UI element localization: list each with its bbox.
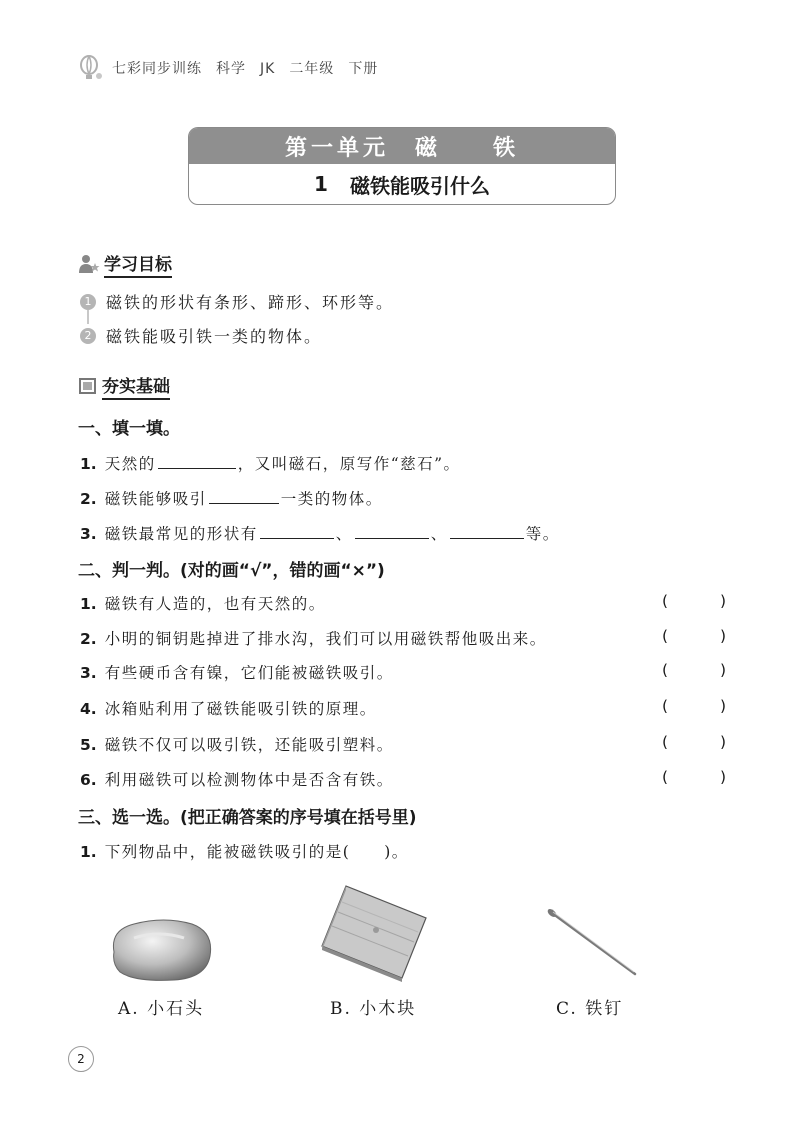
paren-close: ) bbox=[719, 733, 726, 751]
subject: 科学 bbox=[216, 61, 246, 77]
paren-open: ( bbox=[662, 733, 669, 751]
question-number: 6. bbox=[80, 771, 97, 789]
judge-question bbox=[80, 627, 547, 649]
fill-question bbox=[80, 452, 461, 474]
answer-parens[interactable] bbox=[662, 661, 726, 679]
question-text: 一类的物体。 bbox=[280, 490, 383, 508]
goal-number-badge: 2 bbox=[80, 328, 96, 344]
choose-heading: 三、选一选。(把正确答案的序号填在括号里) bbox=[78, 808, 417, 828]
option-b[interactable]: B. 小木块 bbox=[330, 999, 417, 1019]
fill-question bbox=[80, 487, 383, 509]
question-text: 天然的 bbox=[104, 455, 156, 473]
separator: 、 bbox=[430, 525, 448, 543]
answer-parens[interactable] bbox=[662, 768, 726, 786]
goal-item bbox=[80, 290, 394, 313]
judge-question bbox=[80, 661, 394, 683]
option-a[interactable]: A. 小石头 bbox=[118, 999, 205, 1019]
option-c[interactable]: C. 铁钉 bbox=[556, 999, 624, 1019]
judge-question bbox=[80, 592, 326, 614]
edition: JK bbox=[260, 61, 276, 77]
goal-text: 磁铁的形状有条形、蹄形、环形等。 bbox=[106, 293, 395, 312]
question-text: 等。 bbox=[525, 525, 560, 543]
lesson-number: 1 bbox=[314, 172, 328, 196]
answer-blank[interactable] bbox=[355, 524, 429, 539]
stone-image bbox=[104, 912, 216, 984]
basics-heading-label: 夯实基础 bbox=[102, 372, 170, 400]
paren-close: ) bbox=[719, 697, 726, 715]
question-number: 3. bbox=[80, 664, 97, 682]
unit-title: 第一单元 磁 铁 bbox=[189, 128, 615, 164]
question-text: ，又叫磁石，原写作“慈石”。 bbox=[237, 455, 461, 473]
lesson-title-row bbox=[189, 164, 615, 204]
question-number: 1. bbox=[80, 595, 97, 613]
header-text bbox=[112, 58, 392, 78]
goal-text: 磁铁能吸引铁一类的物体。 bbox=[106, 327, 323, 346]
answer-parens[interactable] bbox=[662, 697, 726, 715]
question-text: 下列物品中，能被磁铁吸引的是( )。 bbox=[104, 843, 409, 861]
paren-open: ( bbox=[662, 661, 669, 679]
question-number: 2. bbox=[80, 630, 97, 648]
judge-question bbox=[80, 697, 377, 719]
paren-open: ( bbox=[662, 592, 669, 610]
answer-blank[interactable] bbox=[260, 524, 334, 539]
page-number: 2 bbox=[68, 1046, 94, 1072]
paren-open: ( bbox=[662, 768, 669, 786]
question-number: 5. bbox=[80, 736, 97, 754]
answer-parens[interactable] bbox=[662, 733, 726, 751]
answer-blank[interactable] bbox=[450, 524, 524, 539]
book-icon bbox=[78, 376, 98, 396]
volume: 下册 bbox=[348, 61, 379, 77]
answer-parens[interactable] bbox=[662, 592, 726, 610]
judge-question bbox=[80, 768, 394, 790]
question-text: 利用磁铁可以检测物体中是否含有铁。 bbox=[104, 771, 394, 789]
question-text: 磁铁有人造的，也有天然的。 bbox=[104, 595, 326, 613]
question-number: 1. bbox=[80, 843, 97, 861]
paren-open: ( bbox=[662, 697, 669, 715]
question-number: 1. bbox=[80, 455, 97, 473]
iron-nail-image bbox=[542, 904, 642, 980]
series-name: 七彩同步训练 bbox=[112, 61, 202, 77]
basics-heading bbox=[78, 372, 170, 400]
title-box bbox=[188, 127, 616, 205]
question-text: 小明的铜钥匙掉进了排水沟，我们可以用磁铁帮他吸出来。 bbox=[104, 630, 547, 648]
question-text: 有些硬币含有镍，它们能被磁铁吸引。 bbox=[104, 664, 394, 682]
question-text: 冰箱贴利用了磁铁能吸引铁的原理。 bbox=[104, 700, 377, 718]
paren-close: ) bbox=[719, 768, 726, 786]
separator: 、 bbox=[335, 525, 353, 543]
paren-close: ) bbox=[719, 627, 726, 645]
wood-block-image bbox=[318, 882, 430, 982]
question-text: 磁铁不仅可以吸引铁，还能吸引塑料。 bbox=[104, 736, 394, 754]
paren-open: ( bbox=[662, 627, 669, 645]
page-header bbox=[78, 54, 392, 82]
goal-item bbox=[80, 324, 322, 347]
choose-question bbox=[80, 840, 409, 862]
paren-close: ) bbox=[719, 661, 726, 679]
goals-heading-label: 学习目标 bbox=[104, 250, 172, 278]
question-number: 4. bbox=[80, 700, 97, 718]
goal-number-badge: 1 bbox=[80, 294, 96, 310]
grade: 二年级 bbox=[289, 61, 335, 77]
fill-heading: 一、填一填。 bbox=[78, 419, 180, 439]
question-text: 磁铁最常见的形状有 bbox=[104, 525, 258, 543]
question-text: 磁铁能够吸引 bbox=[104, 490, 207, 508]
answer-blank[interactable] bbox=[209, 489, 279, 504]
paren-close: ) bbox=[719, 592, 726, 610]
judge-question bbox=[80, 733, 394, 755]
question-number: 2. bbox=[80, 490, 97, 508]
question-number: 3. bbox=[80, 525, 97, 543]
answer-parens[interactable] bbox=[662, 627, 726, 645]
judge-heading: 二、判一判。(对的画“√”，错的画“×”) bbox=[78, 561, 385, 581]
balloon-logo-icon bbox=[78, 54, 104, 82]
goals-heading bbox=[78, 250, 172, 278]
lesson-title: 磁铁能吸引什么 bbox=[349, 173, 490, 198]
answer-blank[interactable] bbox=[158, 454, 236, 469]
fill-question bbox=[80, 522, 560, 544]
student-icon bbox=[78, 254, 100, 274]
